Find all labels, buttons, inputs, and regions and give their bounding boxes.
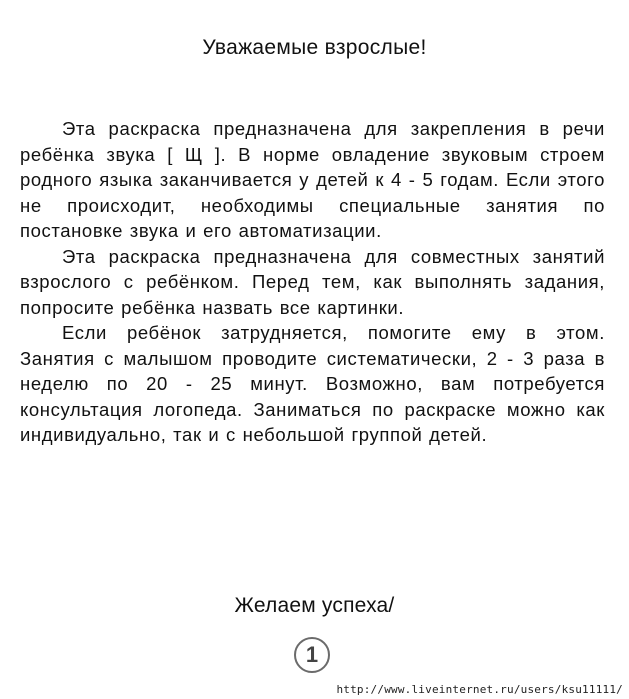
closing-wish: Желаем успеха/ [234, 594, 395, 617]
watermark-url: http://www.liveinternet.ru/users/ksu11111/ [336, 683, 623, 696]
paragraph-1: Эта раскраска предназначена для закрепления в речи ребёнка звука [ Щ ]. В норме овладение звуковым строем родного языка заканчивается у детей к 4 - 5 годам. Если этого не происходит, необходимы специальные занятия по постановке звука и его автоматизации. [20, 118, 605, 241]
page-title: Уважаемые взрослые! [202, 36, 427, 59]
body-text [20, 116, 605, 448]
page-number: 1 [305, 642, 319, 667]
page-number-badge [294, 637, 330, 673]
paragraph-2: Эта раскраска предназначена для совместных занятий взрослого с ребёнком. Перед тем, как выполнять задания, попросите ребёнка назвать все картинки. [20, 245, 605, 318]
paragraph-3: Если ребёнок затрудняется, помогите ему в этом. Занятия с малышом проводите систематически, 2 - 3 раза в неделю по 20 - 25 минут. Возможно, вам потребуется консультация логопеда. Заниматься по раскраске можно как индивидуально, так и с небольшой группой детей. [20, 322, 605, 445]
